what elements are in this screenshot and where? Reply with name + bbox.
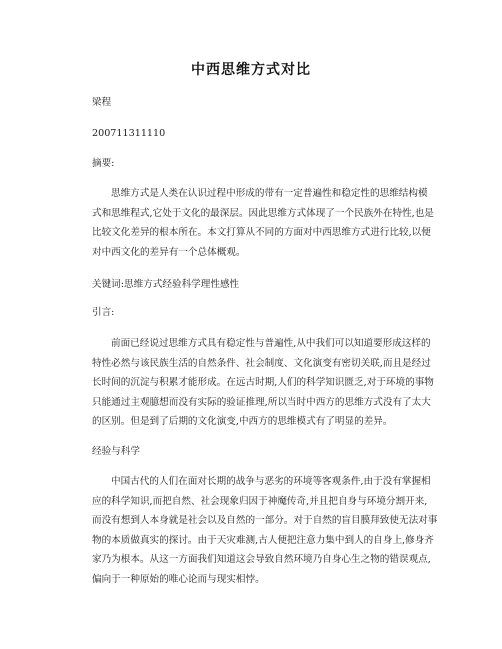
document-title: 中西思维方式对比: [191, 62, 311, 78]
intro-line: 长时间的沉淀与积累才能形成。在远古时期,人们的科学知识匮乏,对于环境的事物: [92, 377, 434, 389]
author-name: 梁程: [92, 97, 112, 108]
abstract-label: 摘要:: [92, 158, 115, 169]
student-id: 200711311110: [92, 128, 166, 139]
section-heading: 经验与科学: [92, 446, 140, 457]
abstract-line: 式和思维程式,它处于文化的最深层。因此思维方式体现了一个民族外在特性,也是: [92, 207, 434, 219]
section-line: 家乃为根本。从这一方面我们知道这会导致自然环境乃自身心生之物的错误观点,: [92, 554, 431, 566]
abstract-line: 比较文化差异的根本所在。本文打算从不同的方面对中西思维方式进行比较,以便: [92, 227, 431, 239]
abstract-paragraph: [92, 184, 434, 262]
intro-line: 前面已经说过思维方式具有稳定性与普遍性,从中我们可以知道要形成这样的: [111, 338, 431, 349]
keywords-line: 关键词:思维方式经验科学理性感性: [92, 279, 240, 290]
intro-line: 特性必然与该民族生活的自然条件、社会制度、文化演变有密切关联,而且是经过: [92, 357, 431, 369]
abstract-line: 思维方式是人类在认识过程中形成的带有一定普遍性和稳定性的思维结构模: [111, 188, 428, 199]
section-line: 中国古代的人们在面对长期的战争与恶劣的环境等客观条件,由于没有掌握相: [111, 476, 431, 487]
section-line: 应的科学知识,而把自然、社会现象归因于神魔传奇,并且把自身与环境分割开来,: [92, 495, 428, 507]
section-line: 物的本质做真实的探讨。由于天灾难测,古人便把注意力集中到人的自身上,修身齐: [92, 534, 434, 546]
intro-label: 引言:: [92, 307, 115, 318]
section-line: 而没有想到人本身就是社会以及自然的一部分。对于自然的盲目膜拜致使无法对事: [92, 515, 438, 527]
intro-line: 的区别。但是到了后期的文化演变,中西方的思维模式有了明显的差异。: [92, 416, 393, 428]
intro-line: 只能通过主观臆想而没有实际的验证推理,所以当时中西方的思维方式没有了太大: [92, 396, 431, 408]
section-paragraph: [92, 472, 438, 590]
intro-paragraph: [92, 334, 434, 432]
abstract-line: 对中西文化的差异有一个总体概观。: [92, 246, 246, 258]
section-line: 偏向于一种原始的唯心论而与现实相悖。: [92, 573, 265, 585]
